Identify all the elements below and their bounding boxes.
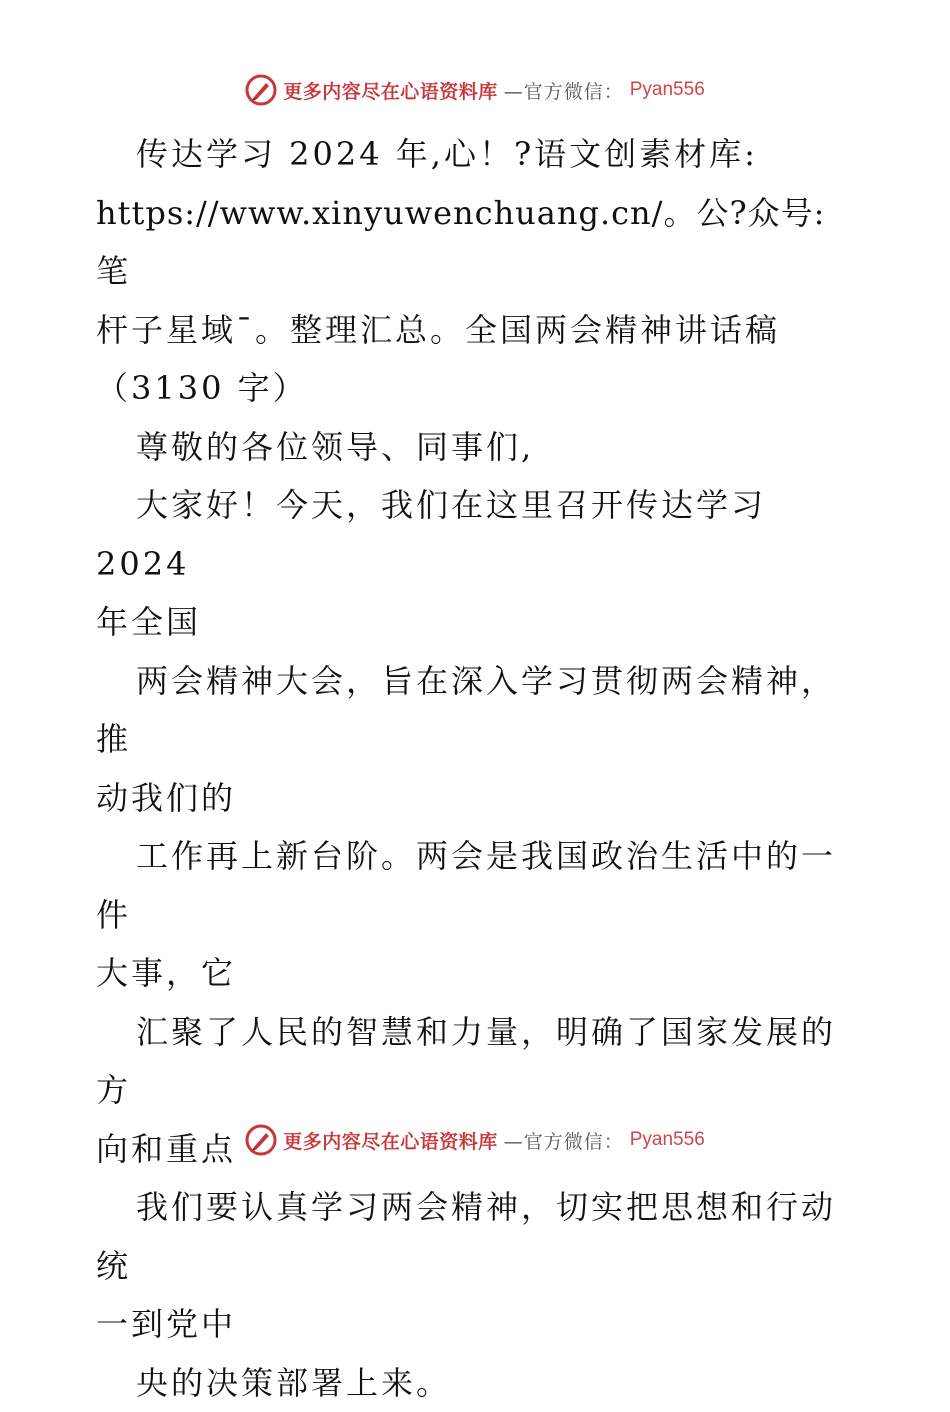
footer-official-label: —官方微信： xyxy=(504,1127,624,1154)
footer-tagline: 更多内容尽在心语资料库 xyxy=(283,1127,498,1154)
header-wechat-id: Pyan556 xyxy=(630,79,705,101)
header-watermark xyxy=(0,70,950,110)
document-body xyxy=(96,125,856,1412)
footer-wechat-id: Pyan556 xyxy=(630,1129,705,1151)
footer-watermark xyxy=(0,1120,950,1160)
salutation: 尊敬的各位领导、同事们, xyxy=(96,418,856,477)
intro-line-3: 杆子星域¯。整理汇总。全国两会精神讲话稿 xyxy=(96,301,856,360)
paragraph-2-line-1: 两会精神大会，旨在深入学习贯彻两会精神，推 xyxy=(96,652,856,769)
pen-logo-icon xyxy=(245,74,277,106)
word-count: （3130 字） xyxy=(96,359,856,418)
paragraph-5-line-1: 我们要认真学习两会精神，切实把思想和行动统 xyxy=(96,1178,856,1295)
paragraph-3-line-2: 大事，它 xyxy=(96,944,856,1003)
paragraph-3-line-1: 工作再上新台阶。两会是我国政治生活中的一件 xyxy=(96,827,856,944)
header-official-label: —官方微信： xyxy=(504,77,624,104)
intro-url-line: https://www.xinyuwenchuang.cn/。公?众号: 笔 xyxy=(96,184,856,301)
paragraph-2-line-2: 动我们的 xyxy=(96,769,856,828)
paragraph-4-line-1: 汇聚了人民的智慧和力量，明确了国家发展的方 xyxy=(96,1003,856,1120)
paragraph-1-line-1: 大家好！今天，我们在这里召开传达学习 2024 xyxy=(96,476,856,593)
paragraph-4-line-2: 向和重点 xyxy=(96,1120,856,1179)
paragraph-6-line-1: 央的决策部署上来。 xyxy=(96,1354,856,1412)
pen-logo-icon xyxy=(245,1124,277,1156)
paragraph-5-line-2: 一到党中 xyxy=(96,1295,856,1354)
intro-line-1: 传达学习 2024 年,心！?语文创素材库: xyxy=(96,125,856,184)
paragraph-1-line-2: 年全国 xyxy=(96,593,856,652)
header-tagline: 更多内容尽在心语资料库 xyxy=(283,77,498,104)
